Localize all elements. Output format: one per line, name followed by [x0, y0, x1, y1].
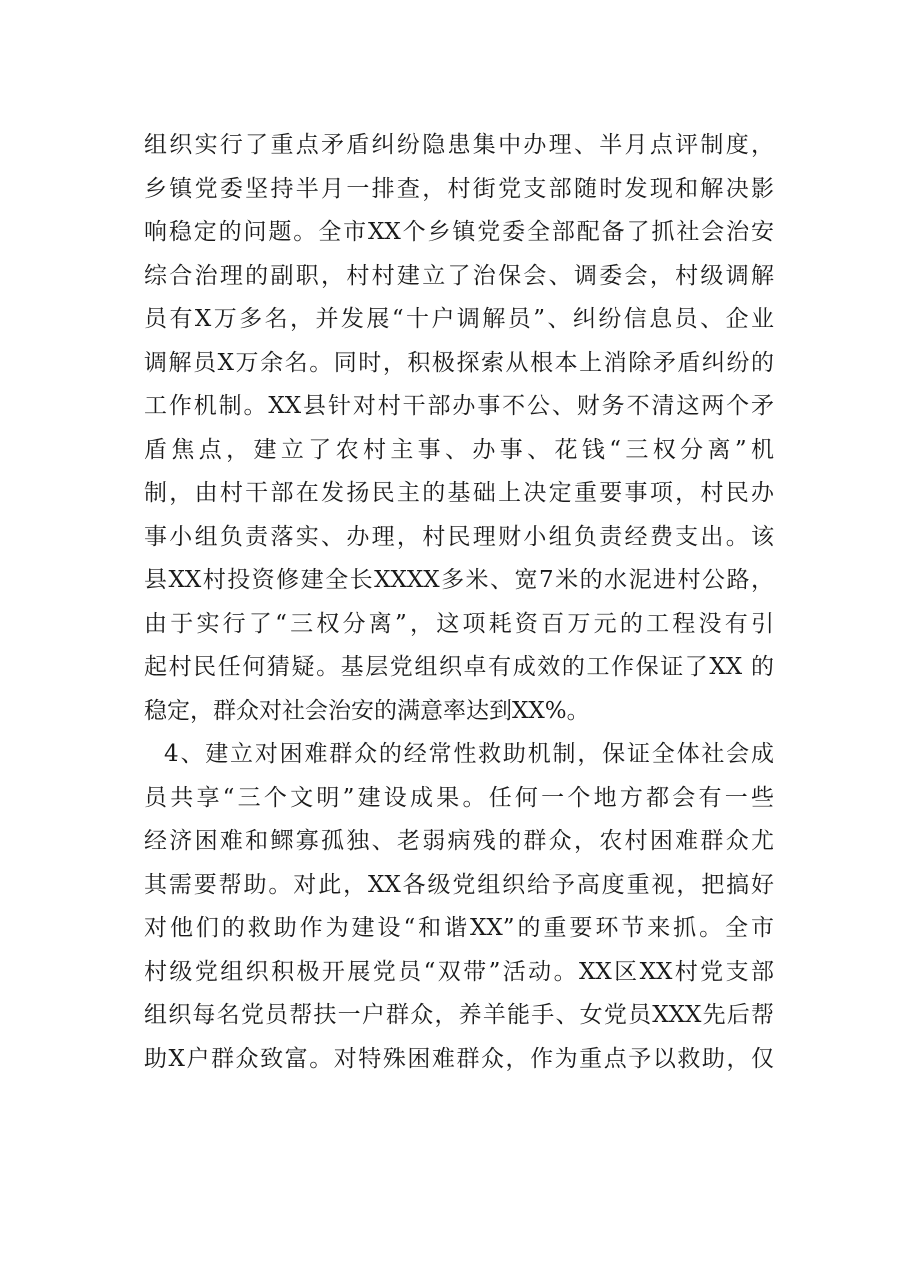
- text-line: 助X户群众致富。对特殊困难群众，作为重点予以救助，仅: [144, 1045, 774, 1072]
- text-line: 县XX村投资修建全长XXXX多米、宽7米的水泥进村公路，: [144, 567, 774, 593]
- text-line: 对他们的救助作为建设“和谐XX”的重要环节来抓。全市: [144, 915, 774, 941]
- text-line: 起村民任何猜疑。基层党组织卓有成效的工作保证了XX 的: [144, 654, 774, 680]
- text-line: 员共享“三个文明”建设成果。任何一个地方都会有一些: [144, 784, 774, 811]
- text-line: 员有X万多名，并发展“十户调解员”、纠纷信息员、企业: [144, 306, 774, 332]
- paragraph-end-line: 稳定，群众对社会治安的满意率达到XX%。: [144, 697, 590, 724]
- text-line: 其需要帮助。对此，XX各级党组织给予高度重视，把搞好: [144, 871, 774, 898]
- text-line: 组织实行了重点矛盾纠纷隐患集中办理、半月点评制度，: [144, 132, 774, 158]
- text-line: 组织每名党员帮扶一户群众，养羊能手、女党员XXX先后帮: [144, 1002, 774, 1028]
- text-line: 制，由村干部在发扬民主的基础上决定重要事项，村民办: [144, 480, 774, 506]
- text-line: 工作机制。XX县针对村干部办事不公、财务不清这两个矛: [144, 393, 774, 419]
- text-line: 响稳定的问题。全市XX个乡镇党委全部配备了抓社会治安: [144, 219, 774, 245]
- body-text: [144, 124, 774, 1081]
- text-line: 事小组负责落实、办理，村民理财小组负责经费支出。该: [144, 523, 774, 550]
- paragraph-start-line: 4、建立对困难群众的经常性救助机制，保证全体社会成: [164, 741, 774, 767]
- text-line: 调解员X万余名。同时，积极探索从根本上消除矛盾纠纷的: [144, 349, 774, 376]
- text-line: 经济困难和鳏寡孤独、老弱病残的群众，农村困难群众尤: [144, 828, 774, 854]
- text-line: 由于实行了“三权分离”，这项耗资百万元的工程没有引: [144, 610, 774, 637]
- text-line: 盾焦点，建立了农村主事、办事、花钱“三权分离”机: [144, 436, 774, 463]
- text-line: 综合治理的副职，村村建立了治保会、调委会，村级调解: [144, 262, 774, 289]
- text-line: 村级党组织积极开展党员“双带”活动。XX区XX村党支部: [144, 958, 774, 985]
- text-line: 乡镇党委坚持半月一排查，村街党支部随时发现和解决影: [144, 175, 774, 202]
